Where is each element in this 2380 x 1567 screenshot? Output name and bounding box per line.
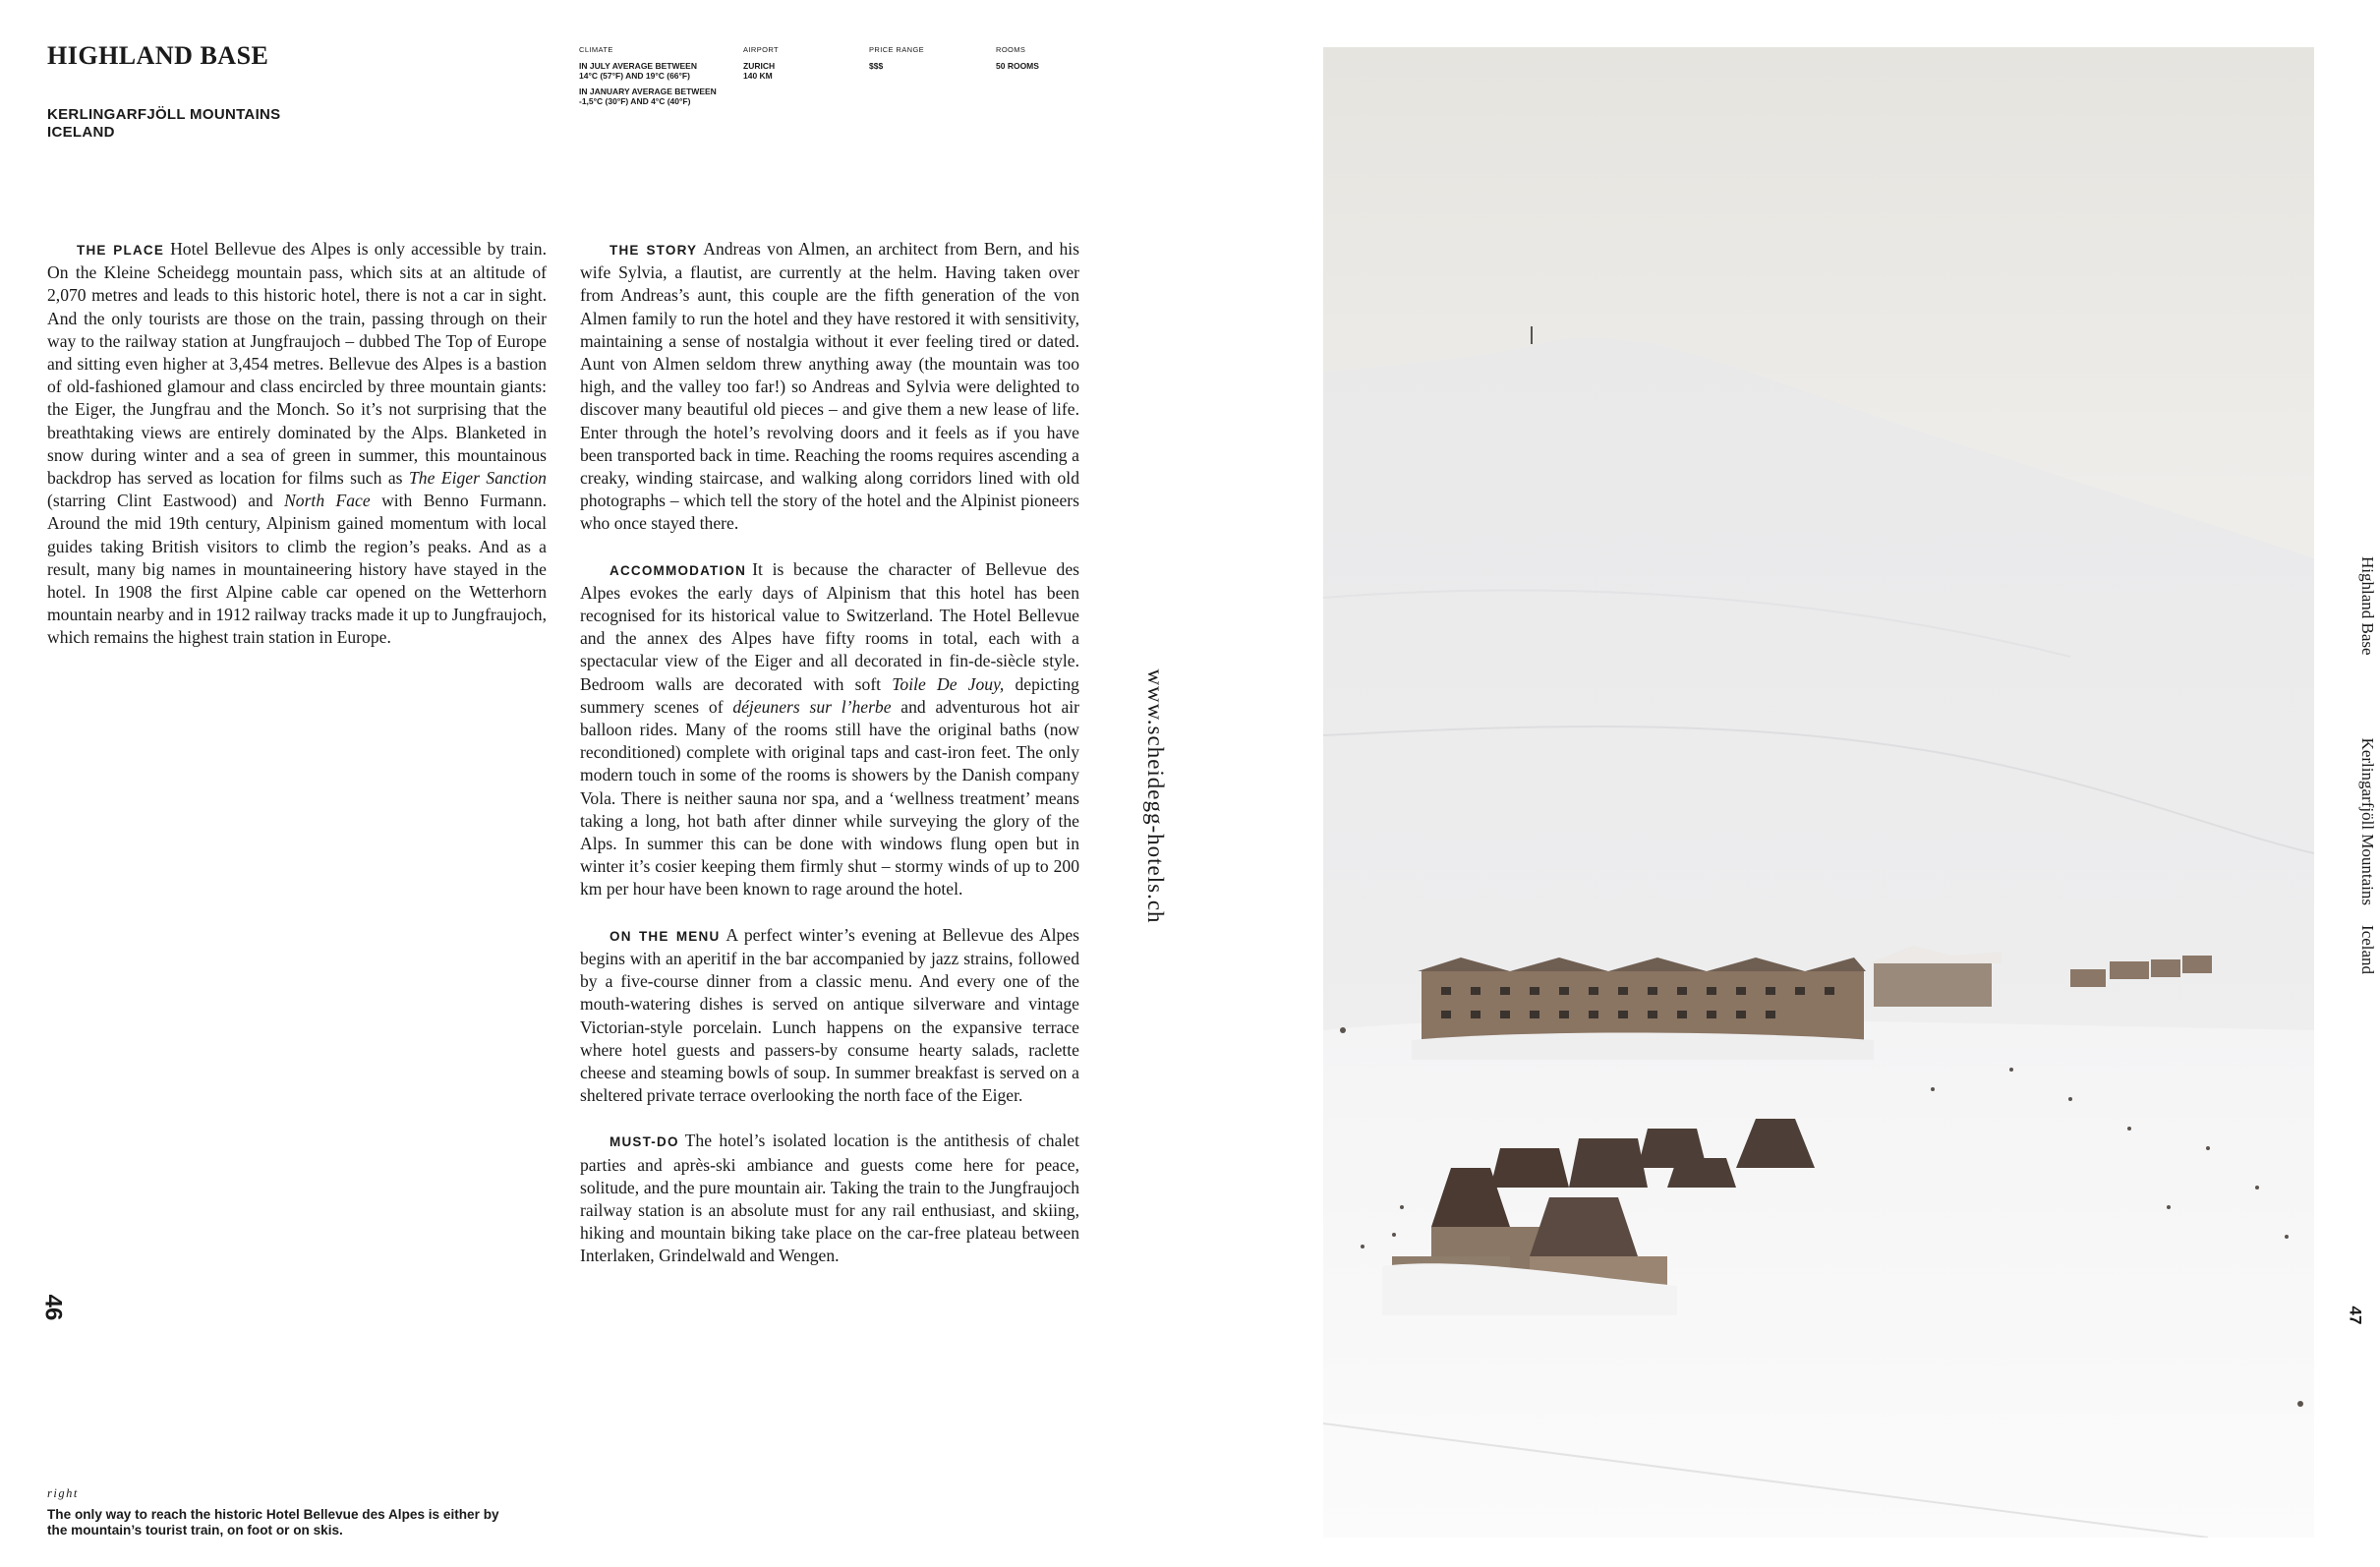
body-column-left: [47, 238, 547, 672]
text-accommodation-1: It is because the character of Bellevue des Alpes evokes the early days of Alpinism that this hotel has been recognised for its historical value to Switzerland. The Hotel Bellevue and the annex des Alpes have fifty rooms in total, each with a spectacular view of the Eiger and all decorated in fin-de-siècle style. Bedroom walls are decorated with soft: [580, 558, 1079, 694]
fact-rooms-value: 50 ROOMS: [996, 61, 1039, 71]
text-the-place-1: Hotel Bellevue des Alpes is only accessible by train. On the Kleine Scheidegg mountain pass, which sits at an altitude of 2,070 metres and leads to this historic hotel, there is not a car in sight. And the only tourists are those on the train, passing through on their way to the railway station at Jungfraujoch – dubbed The Top of Europe and sitting even higher at 3,454 metres. Bellevue des Alpes is a bastion of old-fashioned glamour and class encircled by three mountain giants: the Eiger, the Jungfrau and the Monch. So it’s not surprising that the breathtaking views are entirely dominated by the Alps. Blanketed in snow during winter and a sea of green in summer, this mountainous backdrop has served as location for films such as: [47, 239, 547, 489]
fact-climate: [579, 45, 717, 106]
fact-rooms-label: ROOMS: [996, 45, 1026, 54]
snowy-mountain-hotel-image: [1323, 47, 2314, 1538]
caption-text: The only way to reach the historic Hotel Bellevue des Alpes is either by the mountain’s tourist train, on foot or on skis.: [47, 1507, 499, 1538]
lead-the-place: THE PLACE: [77, 243, 165, 258]
caption-label: right: [47, 1486, 79, 1500]
hotel-url-container: [1140, 668, 1170, 924]
location-country: ICELAND: [47, 124, 115, 141]
running-head-country: Iceland: [2358, 925, 2377, 975]
text-the-story: Andreas von Almen, an architect from Bern, and his wife Sylvia, a flautist, are currently at the helm. Having taken over from Andreas’s aunt, this couple are the fifth generation of the von Almen family to run the hotel and they have restored it with sensitivity, maintaining a sense of nostalgia without it ever feeling tired or dated. Aunt von Almen seldom threw anything away (the mountain was too high, and the valley too far!) so Andreas and Sylvia were delighted to discover many beautiful old pieces – and give them a new lease of life. Enter through the hotel’s revolving doors and it feels as if you have been transported back in time. Reaching the rooms requires ascending a creaky, winding staircase, and walking along corridors lined with old photographs – which tell the story of the hotel and the Alpinist pioneers who once stayed there.: [580, 239, 1079, 534]
italic-toile: Toile De Jouy,: [892, 673, 1005, 694]
hotel-url[interactable]: www.scheidegg-hotels.ch: [1143, 668, 1168, 924]
section-on-the-menu: [580, 924, 1079, 1108]
fact-price-value: $$$: [869, 61, 884, 71]
hotel-photo: [1323, 47, 2314, 1538]
text-on-the-menu: A perfect winter’s evening at Bellevue des Alpes begins with an aperitif in the bar accompanied by jazz strains, followed by a five-course dinner from a classic menu. And every one of the mouth-watering dishes is served on antique silverware and vintage Victorian-style porcelain. Lunch happens on the expansive terrace where hotel guests and passers-by consume hearty salads, raclette cheese and steaming bowls of soup. In summer breakfast is served on a sheltered private terrace overlooking the north face of the Eiger.: [580, 924, 1079, 1106]
film-title-1: The Eiger Sanction: [408, 468, 547, 489]
fact-rooms: [996, 45, 1114, 71]
lead-must-do: MUST-DO: [610, 1134, 679, 1150]
fact-climate-july: IN JULY AVERAGE BETWEEN 14°C (57°F) AND 19°C (66°F): [579, 61, 697, 81]
text-accommodation-2: depicting summery scenes of: [580, 673, 1079, 717]
running-head-title: Highland Base: [2358, 556, 2377, 656]
text-accommodation-3: and adventurous hot air balloon rides. Many of the rooms still have the original baths (now reconditioned) complete with original taps and cast-iron feet. The only modern touch in some of the rooms is showers by the Danish company Vola. There is neither sauna nor spa, and a ‘wellness treatment’ means taking a long, hot bath after dinner while surveying the glory of the Alps. In summer this can be done with windows flung open but in winter it’s cosier keeping them firmly shut – stormy winds of up to 200 km per hour have been known to rage around the hotel.: [580, 696, 1080, 900]
page-number-right: 47: [2346, 1306, 2365, 1325]
running-head-region: Kerlingarfjöll Mountains: [2358, 737, 2377, 906]
text-must-do: The hotel’s isolated location is the antithesis of chalet parties and après-ski ambiance and guests come here for peace, solitude, and the pure mountain air. Taking the train to the Jungfraujoch railway station is an absolute must for any rail enthusiast, and skiing, hiking and mountain biking take place on the car-free plateau between Interlaken, Grindelwald and Wengen.: [580, 1131, 1079, 1266]
section-must-do: [580, 1130, 1079, 1267]
page-number-left: 46: [39, 1294, 67, 1321]
fact-climate-label: CLIMATE: [579, 45, 613, 54]
text-the-place-2: (starring Clint Eastwood) and: [47, 491, 285, 511]
section-the-story: [580, 238, 1079, 536]
fact-airport: [743, 45, 842, 81]
location-region: KERLINGARFJÖLL MOUNTAINS: [47, 106, 281, 123]
section-the-place: [47, 238, 547, 650]
running-head: [2346, 556, 2380, 1018]
lead-on-the-menu: ON THE MENU: [610, 928, 721, 944]
lead-accommodation: ACCOMMODATION: [610, 562, 747, 578]
fact-climate-january: IN JANUARY AVERAGE BETWEEN -1,5°C (30°F) AND 4°C (40°F): [579, 87, 717, 106]
body-column-middle: [580, 238, 1079, 1291]
fact-price: [869, 45, 967, 71]
italic-dejeuners: déjeuners sur l’herbe: [732, 696, 892, 717]
hotel-title: HIGHLAND BASE: [47, 41, 269, 70]
location: [47, 106, 280, 142]
lead-the-story: THE STORY: [610, 243, 698, 258]
text-the-place-3: with Benno Furmann. Around the mid 19th century, Alpinism gained momentum with local guides taking British visitors to climb the region’s peaks. And as a result, many big names in mountaineering history have stayed in the hotel. In 1908 the first Alpine cable car opened on the Wetterhorn mountain nearby and in 1912 railway tracks made it up to Jungfraujoch, which remains the highest train station in Europe.: [47, 491, 548, 648]
fact-airport-label: AIRPORT: [743, 45, 780, 54]
film-title-2: North Face: [284, 491, 371, 511]
fact-price-label: PRICE RANGE: [869, 45, 925, 54]
section-accommodation: [580, 558, 1079, 901]
running-head-text: [2357, 556, 2377, 1057]
fact-airport-value: ZURICH 140 KM: [743, 61, 776, 81]
